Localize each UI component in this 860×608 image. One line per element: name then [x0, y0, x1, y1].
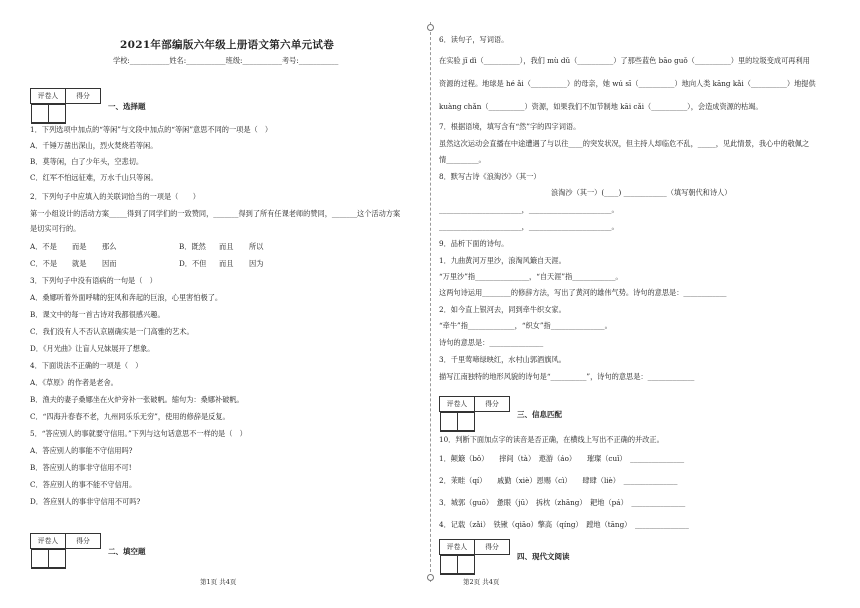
q2-options-row-2 — [30, 260, 263, 269]
q10-item-4: 4．记载（zǎi） 铁锹（qiāo）擎高（qíng） 蹚地（tāng） _______________ — [439, 520, 689, 529]
section-4-heading: 四、现代文阅读 — [517, 552, 570, 561]
q9-poem-1-meaning: 这两句诗运用________的修辞方法，写出了黄河的雄伟气势。诗句的意思是：____________ — [439, 288, 727, 297]
q2-option-d-3: 因为 — [249, 259, 264, 268]
q3-option-a: A．桑娜听着外面呼啸的狂风和奔起的巨浪，心里害怕极了。 — [30, 293, 223, 302]
question-1: 1．下列选项中加点的“等闲”与文段中加点的“等闲”意思不同的一项是（ ） — [30, 125, 273, 134]
section-3-heading: 三、信息匹配 — [517, 410, 562, 419]
grader-label: 评卷人 — [440, 397, 475, 412]
grader-label: 评卷人 — [31, 534, 66, 549]
binding-hole — [427, 24, 434, 31]
question-9: 9．品析下面的诗句。 — [439, 239, 509, 248]
score-cell[interactable] — [48, 550, 65, 568]
score-cell[interactable] — [457, 413, 474, 431]
q2-option-c-3: 因而 — [102, 259, 117, 268]
q2-option-a-3: 那么 — [102, 242, 117, 251]
q9-poem-1-fill: “万里沙”指_______________，“自天涯”指____________。 — [439, 272, 623, 281]
question-4: 4．下面说法不正确的一项是（ ） — [30, 361, 143, 370]
question-2-text: 第一小组设计的活动方案_____得到了同学们的一致赞同，_______得到了所有任课老师的赞同，_______这个活动方案 — [30, 209, 401, 218]
poem-blank-line-2: _______________________，_______________________。 — [439, 222, 619, 231]
q2-option-b-3: 所以 — [249, 242, 264, 251]
q2-option-a-2: 而是 — [72, 242, 87, 251]
q10-item-1: 1．颠簸（bǒ） 摔间（tà） 遨游（áo） 璀璨（cuǐ） _______________ — [439, 454, 685, 463]
grader-cell[interactable] — [440, 556, 457, 574]
student-info-line: 学校:___________姓名:___________班级:___________考号:___________ — [113, 56, 339, 65]
question-10: 10．判断下面加点字的读音是否正确，在横线上写出不正确的并改正。 — [439, 435, 664, 444]
q9-poem-3: 3．千里莺啼绿映红，水村山郭酒旗风。 — [439, 355, 566, 364]
question-6-text-end: kuàng chǎn（__________）资源，如果我们不加节制地 kāi cǎi（__________），会造成资源的枯竭。 — [439, 102, 763, 111]
q2-option-c-2: 就是 — [72, 259, 87, 268]
q2-option-c: C．不是 — [30, 259, 58, 268]
q3-option-d: D．《月光曲》让盲人兄妹展开了想象。 — [30, 344, 155, 353]
section-2-heading: 二、填空题 — [108, 547, 146, 556]
binding-hole — [427, 574, 434, 581]
question-8: 8．默写古诗《浪淘沙》（其一） — [439, 172, 541, 181]
q3-option-c: C．我们没有人不否认京剧确实是一门高雅的艺术。 — [30, 327, 194, 336]
score-label: 得分 — [66, 89, 101, 104]
score-box-3 — [439, 396, 510, 434]
q10-item-2: 2．茉畦（qí） 戚勤（xiè）恩赐（cì） 肆肆（liè） _______________ — [439, 476, 678, 485]
q5-option-a: A．答应别人的事能不守信用吗? — [30, 446, 133, 455]
score-cell[interactable] — [48, 105, 65, 123]
question-7-text: 虽然这次运动会直播在中途遭遇了与以往____的突发状况，但主持人却临危不乱，_____，见此情景，我心中的敬佩之 — [439, 139, 810, 148]
q2-options-row-1 — [30, 243, 263, 252]
q9-poem-2-meaning: 诗句的意思是：_______________ — [439, 338, 544, 347]
q1-option-b: B．莫等闲，白了少年头，空悲切。 — [30, 157, 144, 166]
page-footer-left: 第1页 共4页 — [200, 578, 237, 586]
q2-option-d-2: 而且 — [219, 259, 234, 268]
q4-option-a: A．《草原》的作者是老舍。 — [30, 378, 118, 387]
question-7-text-cont: 情_________。 — [439, 155, 486, 164]
q5-option-d: D．答应别人的事非守信用不可吗? — [30, 497, 141, 506]
q9-poem-3-fill: 描写江南独特的地形风貌的诗句是“__________”，诗句的意思是：_____________ — [439, 372, 695, 381]
score-label: 得分 — [66, 534, 101, 549]
score-cell[interactable] — [457, 556, 474, 574]
q1-option-c: C．红军不怕远征难，万水千山只等闲。 — [30, 173, 158, 182]
question-6-text-cont: 资源的过程。地球是 hé ǎi（__________）的母亲，她 wú sī（__________）地向人类 kāng kǎi（__________）地提供 — [439, 79, 816, 88]
binding-line — [430, 22, 431, 582]
q2-option-b-2: 而且 — [219, 242, 234, 251]
question-3: 3．下列句子中没有语病的一句是（ ） — [30, 276, 157, 285]
score-label: 得分 — [475, 397, 510, 412]
q2-option-d: D．不但 — [179, 259, 207, 268]
q3-option-b: B．课文中的每一首古诗对我都很感兴趣。 — [30, 310, 165, 319]
question-7: 7．根据语境，填写含有“然”字的四字词语。 — [439, 122, 581, 131]
exam-title: 2021年部编版六年级上册语文第六单元试卷 — [120, 39, 335, 51]
score-box-4 — [439, 539, 510, 577]
q4-option-b: B．渔夫的妻子桑娜坐在火炉旁补一张破帆。缩句为：桑娜补破帆。 — [30, 395, 244, 404]
q2-option-b: B．既然 — [179, 242, 206, 251]
q4-option-c: C．“四海升春春不老，九州同乐乐无穷”，使用的修辞是反复。 — [30, 412, 230, 421]
grader-cell[interactable] — [440, 413, 457, 431]
q9-poem-2: 2．如今直上银河去，同到牵牛织女家。 — [439, 305, 566, 314]
grader-label: 评卷人 — [440, 540, 475, 555]
q9-poem-1: 1．九曲黄河万里沙，浪淘风簸自天涯。 — [439, 256, 566, 265]
grader-cell[interactable] — [31, 550, 48, 568]
question-5: 5．“答应别人的事就要守信用。”下列与这句话意思不一样的是（ ） — [30, 429, 247, 438]
q2-option-a: A．不是 — [30, 242, 57, 251]
q10-item-3: 3．城郭（guō） 惫眼（jū） 拆枕（zhāng） 耙地（pá） _______________ — [439, 498, 686, 507]
grader-cell[interactable] — [31, 105, 48, 123]
q9-poem-2-fill: “牵牛”指_____________，“织女”指_______________。 — [439, 321, 612, 330]
q5-option-b: B．答应别人的事非守信用不可! — [30, 463, 132, 472]
question-2: 2．下列句子中应填入的关联词恰当的一项是（ ） — [30, 192, 200, 201]
score-box-1 — [30, 88, 101, 126]
question-2-text-cont: 是切实可行的。 — [30, 224, 81, 233]
section-1-heading: 一、选择题 — [108, 102, 146, 111]
poem-heading: 浪淘沙（其一）(____) ____________（填写朝代和诗人） — [551, 188, 732, 197]
question-6-text: 在实验 jǐ dì（__________），我们 mù dǔ（__________）了那些蓝色 bāo guǒ（__________）里的垃圾变成可再利用 — [439, 56, 810, 65]
q5-option-c: C．答应别人的事不能不守信用。 — [30, 480, 137, 489]
question-6: 6．读句子，写词语。 — [439, 35, 509, 44]
score-box-2 — [30, 533, 101, 571]
page-footer-right: 第2页 共4页 — [463, 578, 500, 586]
grader-label: 评卷人 — [31, 89, 66, 104]
poem-blank-line-1: _______________________，_______________________。 — [439, 205, 619, 214]
q1-option-a: A．千锤万凿出深山，烈火焚烧若等闲。 — [30, 141, 158, 150]
score-label: 得分 — [475, 540, 510, 555]
